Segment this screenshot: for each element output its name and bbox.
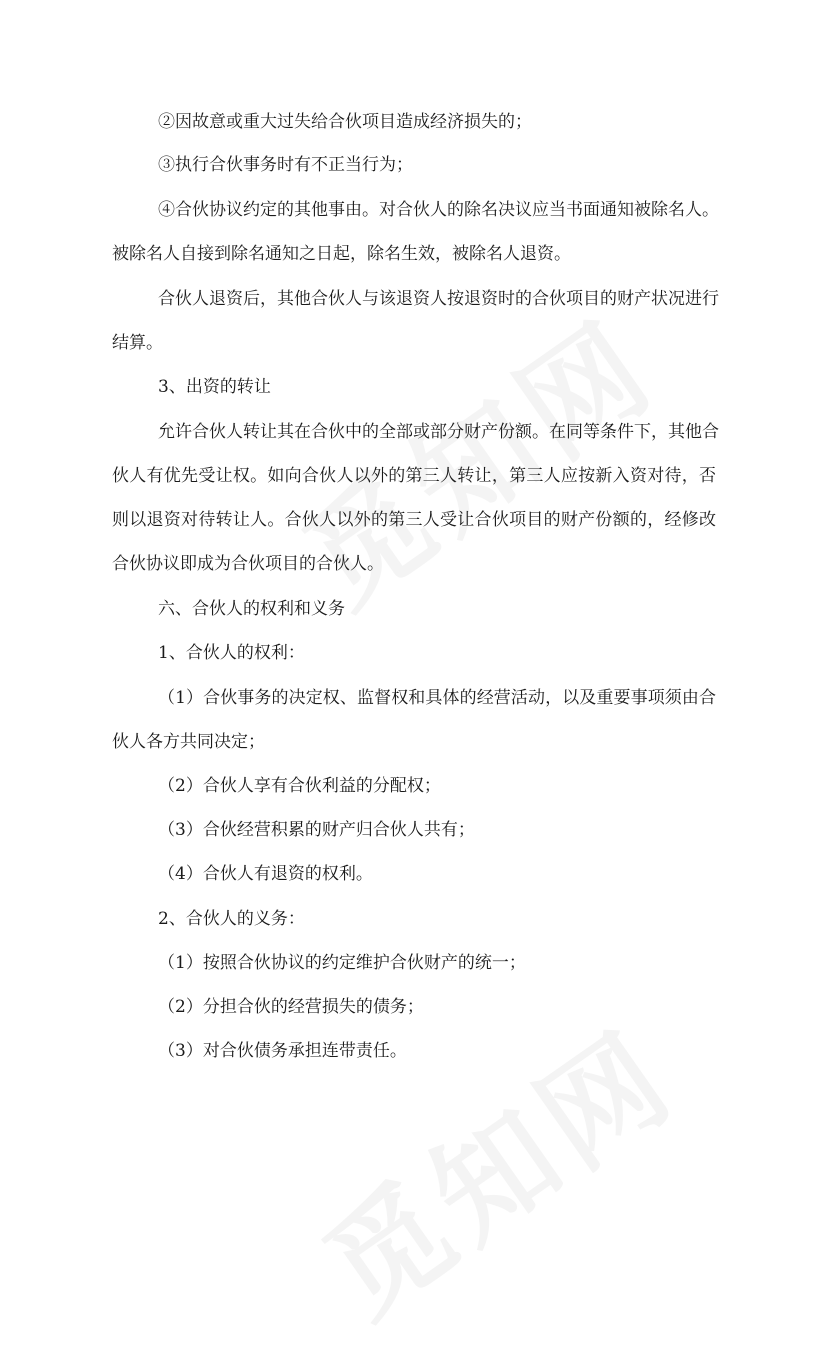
list-item: （1）合伙事务的决定权、监督权和具体的经营活动，以及重要事项须由合: [158, 688, 716, 708]
paragraph-line: 允许合伙人转让其在合伙中的全部或部分财产份额。在同等条件下，其他合: [158, 422, 719, 442]
section-heading: 3、出资的转让: [158, 377, 271, 397]
paragraph-line: 合伙人退资后，其他合伙人与该退资人按退资时的合伙项目的财产状况进行: [158, 289, 719, 309]
list-item: （3）对合伙债务承担连带责任。: [158, 1041, 407, 1061]
paragraph-line: ③执行合伙事务时有不正当行为；: [158, 155, 413, 175]
list-item: （3）合伙经营积累的财产归合伙人共有；: [158, 820, 475, 840]
paragraph-line: 则以退资对待转让人。合伙人以外的第三人受让合伙项目的财产份额的，经修改: [112, 510, 716, 530]
subsection-heading: 2、合伙人的义务：: [158, 909, 305, 929]
section-heading: 六、合伙人的权利和义务: [158, 599, 345, 619]
subsection-heading: 1、合伙人的权利：: [158, 643, 305, 663]
paragraph-line: ④合伙协议约定的其他事由。对合伙人的除名决议应当书面通知被除名人。: [158, 200, 719, 220]
paragraph-line: 合伙协议即成为合伙项目的合伙人。: [112, 554, 384, 574]
paragraph-line: ②因故意或重大过失给合伙项目造成经济损失的；: [158, 112, 532, 132]
paragraph-line: 伙人有优先受让权。如向合伙人以外的第三人转让，第三人应按新入资对待，否: [112, 466, 716, 486]
list-item: （1）按照合伙协议的约定维护合伙财产的统一；: [158, 953, 526, 973]
paragraph-line: 被除名人自接到除名通知之日起，除名生效，被除名人退资。: [112, 244, 571, 264]
list-item: （2）分担合伙的经营损失的债务；: [158, 997, 424, 1017]
list-item: （2）合伙人享有合伙利益的分配权；: [158, 776, 441, 796]
list-item: 伙人各方共同决定；: [112, 732, 265, 752]
paragraph-line: 结算。: [112, 333, 163, 353]
list-item: （4）合伙人有退资的权利。: [158, 864, 373, 884]
